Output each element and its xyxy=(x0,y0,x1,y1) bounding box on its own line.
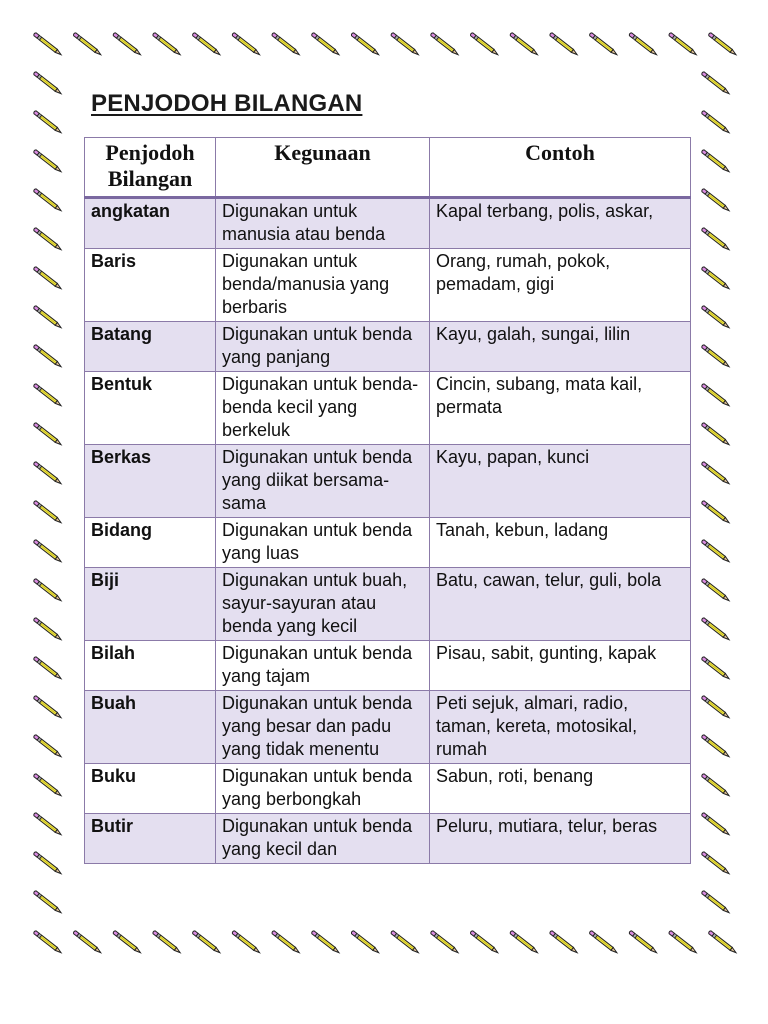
pencil-icon xyxy=(701,461,730,485)
pencil-icon xyxy=(390,32,419,56)
contoh-cell: Kayu, papan, kunci xyxy=(430,445,691,518)
pencil-icon xyxy=(33,344,62,368)
pencil-icon xyxy=(33,149,62,173)
penjodoh-cell: Buah xyxy=(85,691,216,764)
pencil-icon xyxy=(510,930,539,954)
contoh-cell: Batu, cawan, telur, guli, bola xyxy=(430,568,691,641)
pencil-icon xyxy=(701,890,730,914)
pencil-icon xyxy=(668,32,697,56)
header-penjodoh-bilangan: Penjodoh Bilangan xyxy=(85,138,216,198)
pencil-icon xyxy=(701,305,730,329)
table-row xyxy=(85,568,691,641)
kegunaan-cell: Digunakan untuk benda-benda kecil yang berkeluk xyxy=(216,372,430,445)
pencil-icon xyxy=(430,930,459,954)
contoh-cell: Cincin, subang, mata kail, permata xyxy=(430,372,691,445)
pencil-icon xyxy=(33,617,62,641)
pencil-icon xyxy=(701,578,730,602)
pencil-icon xyxy=(73,32,102,56)
table-row xyxy=(85,691,691,764)
contoh-cell: Kayu, galah, sungai, lilin xyxy=(430,322,691,372)
pencil-icon xyxy=(33,695,62,719)
pencil-icon xyxy=(152,32,181,56)
pencil-icon xyxy=(232,930,261,954)
kegunaan-cell: Digunakan untuk manusia atau benda xyxy=(216,198,430,249)
page-title: PENJODOH BILANGAN xyxy=(91,90,363,117)
contoh-cell: Kapal terbang, polis, askar, xyxy=(430,198,691,249)
pencil-icon xyxy=(351,32,380,56)
pencil-icon xyxy=(701,734,730,758)
pencil-icon xyxy=(113,930,142,954)
pencil-icon xyxy=(708,930,737,954)
table-row xyxy=(85,249,691,322)
pencil-icon xyxy=(33,773,62,797)
pencil-icon xyxy=(152,930,181,954)
pencil-icon xyxy=(33,32,62,56)
penjodoh-cell: Biji xyxy=(85,568,216,641)
pencil-icon xyxy=(311,32,340,56)
pencil-icon xyxy=(33,383,62,407)
pencil-icon xyxy=(33,812,62,836)
pencil-icon xyxy=(701,110,730,134)
pencil-icon xyxy=(701,266,730,290)
pencil-icon xyxy=(33,890,62,914)
pencil-icon xyxy=(701,422,730,446)
penjodoh-bilangan-table xyxy=(84,137,691,864)
pencil-icon xyxy=(33,188,62,212)
table-row xyxy=(85,198,691,249)
pencil-icon xyxy=(629,930,658,954)
pencil-icon xyxy=(33,110,62,134)
table-row xyxy=(85,641,691,691)
pencil-icon xyxy=(430,32,459,56)
pencil-icon xyxy=(589,32,618,56)
table-row xyxy=(85,322,691,372)
pencil-icon xyxy=(271,32,300,56)
table-row xyxy=(85,518,691,568)
penjodoh-cell: Batang xyxy=(85,322,216,372)
table-row xyxy=(85,764,691,814)
pencil-icon xyxy=(33,656,62,680)
table-header-row xyxy=(85,138,691,198)
pencil-icon xyxy=(33,461,62,485)
penjodoh-cell: Berkas xyxy=(85,445,216,518)
pencil-icon xyxy=(470,930,499,954)
table-row xyxy=(85,814,691,864)
pencil-icon xyxy=(271,930,300,954)
pencil-icon xyxy=(701,383,730,407)
pencil-icon xyxy=(33,422,62,446)
pencil-icon xyxy=(192,930,221,954)
pencil-icon xyxy=(701,539,730,563)
penjodoh-cell: Butir xyxy=(85,814,216,864)
penjodoh-cell: angkatan xyxy=(85,198,216,249)
pencil-icon xyxy=(470,32,499,56)
pencil-icon xyxy=(33,578,62,602)
pencil-icon xyxy=(311,930,340,954)
pencil-icon xyxy=(629,32,658,56)
pencil-icon xyxy=(232,32,261,56)
kegunaan-cell: Digunakan untuk buah, sayur-sayuran atau benda yang kecil xyxy=(216,568,430,641)
contoh-cell: Orang, rumah, pokok, pemadam, gigi xyxy=(430,249,691,322)
pencil-icon xyxy=(73,930,102,954)
kegunaan-cell: Digunakan untuk benda yang diikat bersama-sama xyxy=(216,445,430,518)
pencil-icon xyxy=(701,695,730,719)
pencil-icon xyxy=(701,344,730,368)
pencil-icon xyxy=(668,930,697,954)
header-contoh: Contoh xyxy=(430,138,691,198)
pencil-icon xyxy=(701,812,730,836)
pencil-icon xyxy=(33,266,62,290)
table-row xyxy=(85,445,691,518)
kegunaan-cell: Digunakan untuk benda yang berbongkah xyxy=(216,764,430,814)
pencil-icon xyxy=(33,734,62,758)
pencil-icon xyxy=(351,930,380,954)
contoh-cell: Peluru, mutiara, telur, beras xyxy=(430,814,691,864)
penjodoh-cell: Baris xyxy=(85,249,216,322)
pencil-icon xyxy=(549,32,578,56)
kegunaan-cell: Digunakan untuk benda yang kecil dan xyxy=(216,814,430,864)
pencil-icon xyxy=(33,851,62,875)
table-row xyxy=(85,372,691,445)
pencil-icon xyxy=(701,149,730,173)
pencil-icon xyxy=(701,71,730,95)
pencil-icon xyxy=(701,227,730,251)
kegunaan-cell: Digunakan untuk benda yang tajam xyxy=(216,641,430,691)
pencil-icon xyxy=(33,539,62,563)
contoh-cell: Sabun, roti, benang xyxy=(430,764,691,814)
penjodoh-cell: Bentuk xyxy=(85,372,216,445)
pencil-icon xyxy=(33,930,62,954)
header-kegunaan: Kegunaan xyxy=(216,138,430,198)
kegunaan-cell: Digunakan untuk benda yang panjang xyxy=(216,322,430,372)
pencil-icon xyxy=(701,188,730,212)
pencil-icon xyxy=(510,32,539,56)
pencil-icon xyxy=(701,617,730,641)
contoh-cell: Peti sejuk, almari, radio, taman, kereta, motosikal, rumah xyxy=(430,691,691,764)
pencil-icon xyxy=(708,32,737,56)
pencil-icon xyxy=(701,656,730,680)
pencil-icon xyxy=(33,227,62,251)
kegunaan-cell: Digunakan untuk benda yang luas xyxy=(216,518,430,568)
pencil-icon xyxy=(701,773,730,797)
kegunaan-cell: Digunakan untuk benda/manusia yang berbaris xyxy=(216,249,430,322)
pencil-icon xyxy=(113,32,142,56)
pencil-icon xyxy=(589,930,618,954)
pencil-icon xyxy=(701,851,730,875)
penjodoh-cell: Bidang xyxy=(85,518,216,568)
contoh-cell: Pisau, sabit, gunting, kapak xyxy=(430,641,691,691)
pencil-icon xyxy=(192,32,221,56)
kegunaan-cell: Digunakan untuk benda yang besar dan padu yang tidak menentu xyxy=(216,691,430,764)
pencil-icon xyxy=(549,930,578,954)
pencil-icon xyxy=(33,71,62,95)
pencil-icon xyxy=(701,500,730,524)
pencil-icon xyxy=(33,305,62,329)
penjodoh-cell: Bilah xyxy=(85,641,216,691)
contoh-cell: Tanah, kebun, ladang xyxy=(430,518,691,568)
penjodoh-cell: Buku xyxy=(85,764,216,814)
pencil-icon xyxy=(33,500,62,524)
pencil-icon xyxy=(390,930,419,954)
